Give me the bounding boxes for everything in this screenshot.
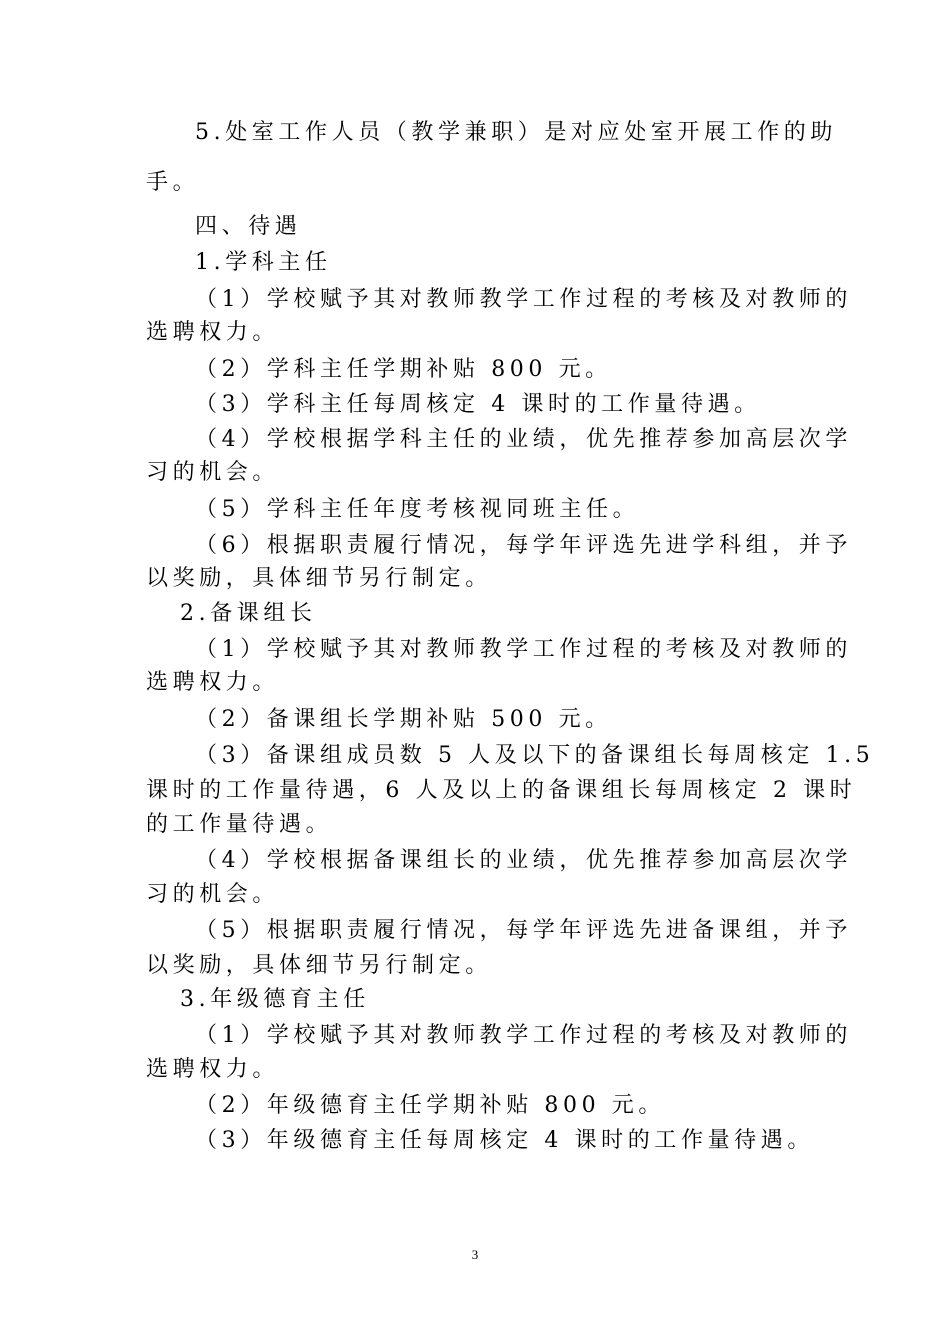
page-number: 3 [471, 1247, 479, 1262]
paragraph-line: （4）学校根据备课组长的业绩，优先推荐参加高层次学 [195, 848, 852, 873]
paragraph-line: （4）学校根据学科主任的业绩，优先推荐参加高层次学 [195, 427, 852, 452]
paragraph-line: （3）年级德育主任每周核定 4 课时的工作量待遇。 [195, 1128, 814, 1153]
paragraph-line: 习的机会。 [146, 460, 280, 485]
section-heading: 四、待遇 [195, 214, 302, 239]
subsection-heading: 2.备课组长 [180, 601, 317, 626]
paragraph-line: （5）根据职责履行情况，每学年评选先进备课组，并予 [195, 918, 852, 943]
paragraph-line: 习的机会。 [146, 882, 280, 907]
subsection-heading: 1.学科主任 [195, 250, 332, 275]
paragraph-line: 以奖励，具体细节另行制定。 [146, 953, 492, 978]
paragraph-line: （3）备课组成员数 5 人及以下的备课组长每周核定 1.5 [195, 743, 875, 768]
paragraph-line: 选聘权力。 [146, 1057, 280, 1082]
subsection-heading: 3.年级德育主任 [180, 987, 370, 1012]
paragraph-line: （2）学科主任学期补贴 800 元。 [195, 357, 612, 382]
paragraph-line: （2）年级德育主任学期补贴 800 元。 [195, 1093, 665, 1118]
paragraph-line: 手。 [146, 170, 200, 195]
paragraph-line: （1）学校赋予其对教师教学工作过程的考核及对教师的 [195, 287, 852, 312]
paragraph-line: （5）学科主任年度考核视同班主任。 [195, 497, 640, 522]
paragraph-line: 选聘权力。 [146, 320, 280, 345]
paragraph-line: （3）学科主任每周核定 4 课时的工作量待遇。 [195, 392, 761, 417]
paragraph-line: 5.处室工作人员（教学兼职）是对应处室开展工作的助 [195, 120, 837, 145]
paragraph-line: 课时的工作量待遇，6 人及以上的备课组长每周核定 2 课时 [146, 778, 857, 803]
paragraph-line: （6）根据职责履行情况，每学年评选先进学科组，并予 [195, 533, 852, 558]
paragraph-line: （1）学校赋予其对教师教学工作过程的考核及对教师的 [195, 637, 852, 662]
paragraph-line: 以奖励，具体细节另行制定。 [146, 566, 492, 591]
paragraph-line: （1）学校赋予其对教师教学工作过程的考核及对教师的 [195, 1023, 852, 1048]
paragraph-line: 选聘权力。 [146, 670, 280, 695]
paragraph-line: （2）备课组长学期补贴 500 元。 [195, 707, 612, 732]
paragraph-line: 的工作量待遇。 [146, 812, 333, 837]
